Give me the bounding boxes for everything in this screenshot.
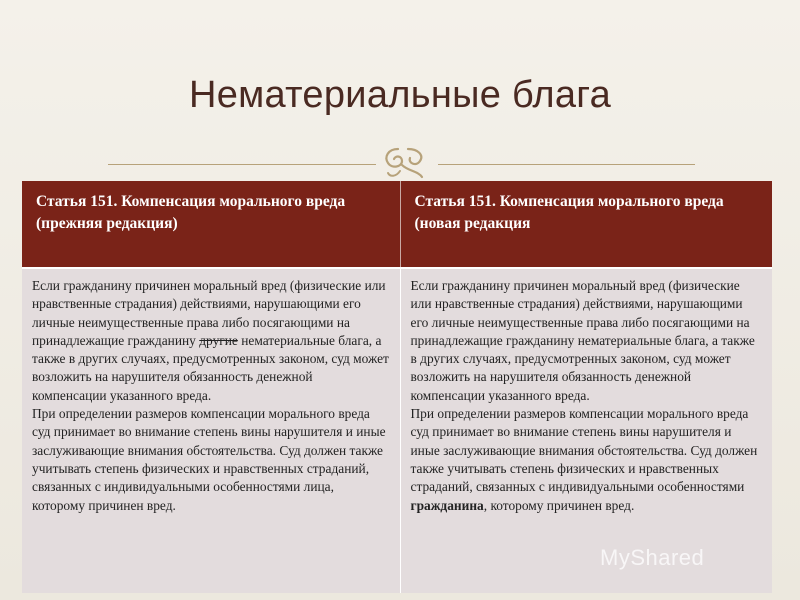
watermark: MyShared bbox=[600, 545, 705, 570]
new-paragraph-1: Если гражданину причинен моральный вред (физические или нравственные страдания) действиями, нарушающими его личные неимущественные права либо посягающими на принадлежащие гражданину нематериальные блага, а также в других случаях, предусмотренных законом, суд может возложить на нарушителя обязанность денежной компенсации указанного вреда. bbox=[410, 278, 755, 403]
old-p1-end: нематериальные блага, а также в других случаях, предусмотренных законом, суд может возложить на нарушителя обязанность денежной компенсации указанного вреда. bbox=[32, 332, 389, 403]
table-header-row bbox=[22, 181, 772, 268]
title-divider-right bbox=[438, 164, 695, 165]
new-p2-start: При определении размеров компенсации морального вреда суд принимает во внимание степень вины нарушителя и иные заслуживающие внимания обстоятельства. Суд должен также учитывать степень физических и нравственных страданий, связанных с индивидуальными особенностями bbox=[410, 406, 758, 495]
bold-word: гражданина bbox=[410, 497, 484, 513]
new-paragraph-2 bbox=[411, 405, 763, 515]
new-edition-text bbox=[400, 268, 772, 593]
swirl-ornament-icon bbox=[378, 141, 434, 183]
old-paragraph-1 bbox=[32, 277, 390, 405]
header-new-edition: Статья 151. Компенсация морального вреда (новая редакция bbox=[400, 181, 772, 268]
old-p1-start: Если гражданину причинен моральный вред (физические или нравственные страдания) действиями, нарушающими его личные неимущественные права либо посягающими на принадлежащие гражданину bbox=[32, 278, 386, 348]
new-p2-end: , которому причинен вред. bbox=[483, 497, 635, 513]
slide-title: Нематериальные блага bbox=[188, 74, 612, 116]
header-old-edition: Статья 151. Компенсация морального вреда (прежняя редакция) bbox=[22, 181, 400, 268]
struck-word: другие bbox=[199, 332, 238, 348]
old-paragraph-2: При определении размеров компенсации морального вреда суд принимает во внимание степень вины нарушителя и иные заслуживающие внимания обстоятельства. Суд должен также учитывать степень физических и нравственных страданий, связанных с индивидуальными особенностями лица, которому причинен вред. bbox=[32, 406, 386, 513]
comparison-table bbox=[22, 181, 772, 593]
old-edition-text bbox=[22, 268, 400, 593]
title-divider-left bbox=[108, 164, 376, 165]
